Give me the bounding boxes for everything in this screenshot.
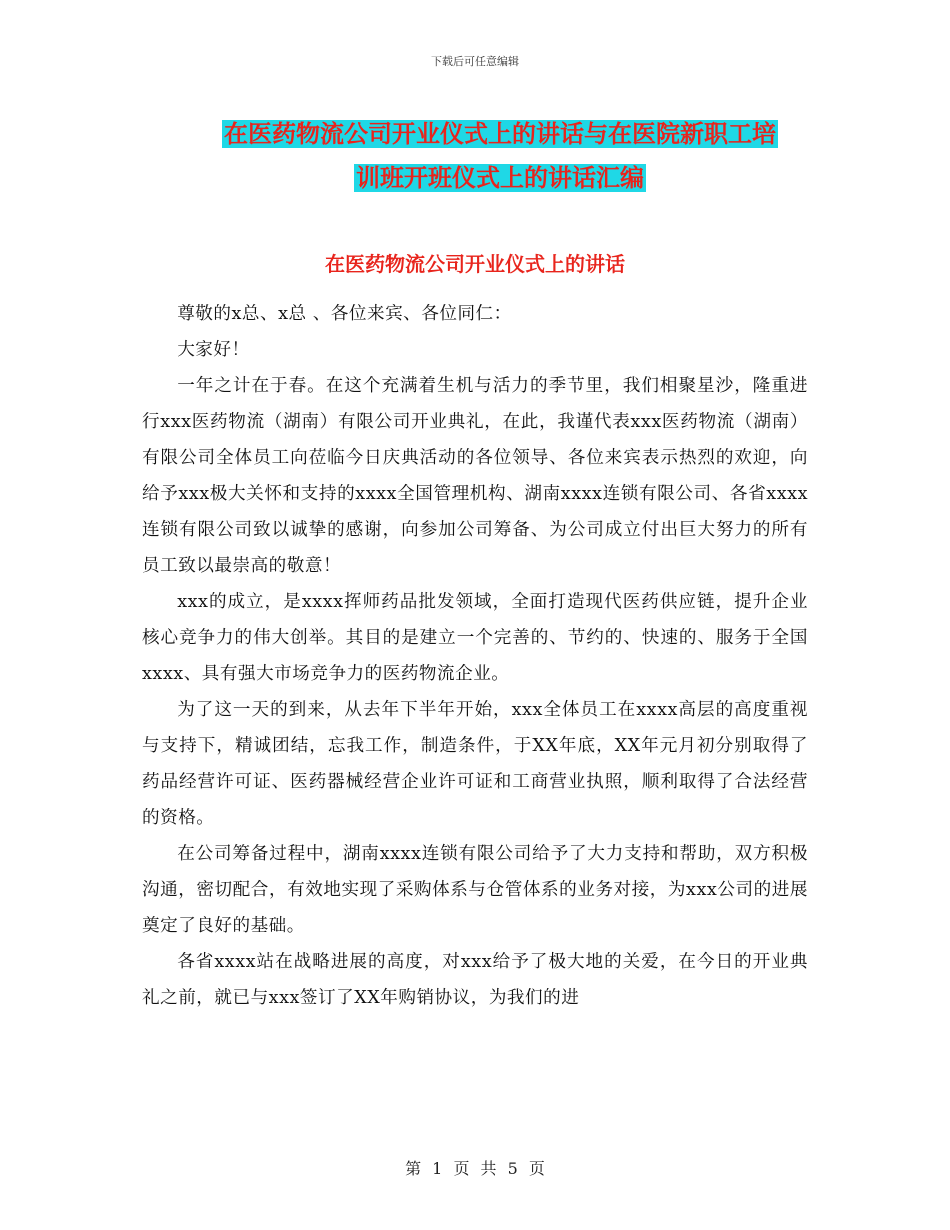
paragraph: xxx的成立，是xxxx挥师药品批发领域，全面打造现代医药供应链，提升企业核心竞争力的伟大创举。其目的是建立一个完善的、节约的、快速的、服务于全国xxxx、具有强大市场竞争力的医药物流企业。	[142, 592, 808, 684]
section-title: 在医药物流公司开业仪式上的讲话	[325, 252, 625, 276]
paragraph: 在公司筹备过程中，湖南xxxx连锁有限公司给予了大力支持和帮助，双方积极沟通，密切配合，有效地实现了采购体系与仓管体系的业务对接，为xxx公司的进展奠定了良好的基础。	[142, 844, 808, 936]
paragraph: 为了这一天的到来，从去年下半年开始，xxx全体员工在xxxx高层的高度重视与支持下，精诚团结，忘我工作，制造条件，于XX年底，XX年元月初分别取得了药品经营许可证、医药器械经营企业许可证和工商营业执照，顺利取得了合法经营的资格。	[142, 700, 808, 828]
document-title	[190, 112, 810, 200]
body-text	[142, 296, 808, 1016]
page-number-footer: 第 1 页 共 5 页	[405, 1159, 545, 1178]
document-title-line-1: 在医药物流公司开业仪式上的讲话与在医院新职工培	[224, 120, 776, 148]
paragraph-salutation: 尊敬的x总、x总 、各位来宾、各位同仁：	[177, 304, 512, 324]
document-title-line-2: 训班开班仪式上的讲话汇编	[356, 164, 644, 192]
paragraph-greeting: 大家好！	[177, 340, 250, 360]
header-note: 下载后可任意编辑	[431, 55, 519, 68]
paragraph: 各省xxxx站在战略进展的高度，对xxx给予了极大地的关爱，在今日的开业典礼之前，就已与xxx签订了XX年购销协议，为我们的进	[142, 952, 808, 1008]
paragraph: 一年之计在于春。在这个充满着生机与活力的季节里，我们相聚星沙，隆重进行xxx医药物流（湖南）有限公司开业典礼，在此，我谨代表xxx医药物流（湖南）有限公司全体员工向莅临今日庆典活动的各位领导、各位来宾表示热烈的欢迎，向给予xxx极大关怀和支持的xxxx全国管理机构、湖南xxxx连锁有限公司、各省xxxx连锁有限公司致以诚挚的感谢，向参加公司筹备、为公司成立付出巨大努力的所有员工致以最崇高的敬意！	[142, 376, 808, 576]
